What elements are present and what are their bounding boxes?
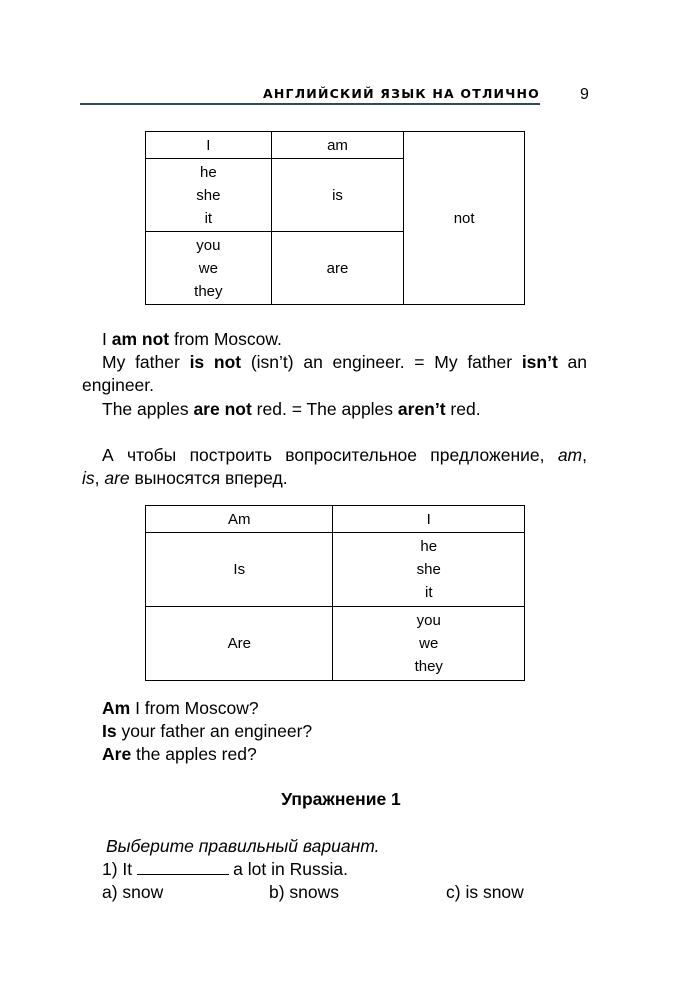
question-table (145, 505, 525, 681)
exercise-title: Упражнение 1 (281, 789, 401, 809)
table-cell: am (271, 132, 404, 159)
body-paragraph: is, are выносятся вперед. (82, 468, 288, 488)
exercise-instruction: Выберите правильный вариант. (106, 836, 380, 856)
negation-table (145, 131, 525, 305)
table-cell: he she it (333, 533, 525, 607)
question-example: Are the apples red? (102, 744, 257, 764)
header-rule (80, 103, 540, 105)
table-cell: Is (146, 533, 333, 607)
table-cell: are (271, 232, 404, 305)
body-paragraph: А чтобы построить вопросительное предложение, am, (102, 445, 587, 465)
table-cell: I (333, 506, 525, 533)
table-cell: you we they (146, 232, 272, 305)
question-example: Am I from Moscow? (102, 698, 259, 718)
table-cell-not: not (404, 132, 525, 305)
answer-option-b: b) snows (269, 882, 340, 902)
example-line: I am not from Moscow. (102, 329, 282, 349)
table-cell: is (271, 159, 404, 232)
table-cell: you we they (333, 607, 525, 681)
exercise-question: 1) It a lot in Russia. (102, 859, 348, 879)
example-line: The apples are not red. = The apples aren’t red. (102, 399, 481, 419)
table-cell: Am (146, 506, 333, 533)
answer-option-a: a) snow (102, 882, 164, 902)
example-line: My father is not (isn’t) an engineer. = My father isn’t an (102, 352, 587, 372)
answer-blank (137, 859, 229, 875)
table-cell: he she it (146, 159, 272, 232)
answer-option-c: c) is snow (446, 882, 524, 902)
running-header: АНГЛИЙСКИЙ ЯЗЫК НА ОТЛИЧНО (263, 86, 540, 101)
page-number: 9 (580, 86, 589, 103)
example-line: engineer. (82, 375, 155, 395)
table-cell: I (146, 132, 272, 159)
question-example: Is your father an engineer? (102, 721, 313, 741)
table-cell: Are (146, 607, 333, 681)
